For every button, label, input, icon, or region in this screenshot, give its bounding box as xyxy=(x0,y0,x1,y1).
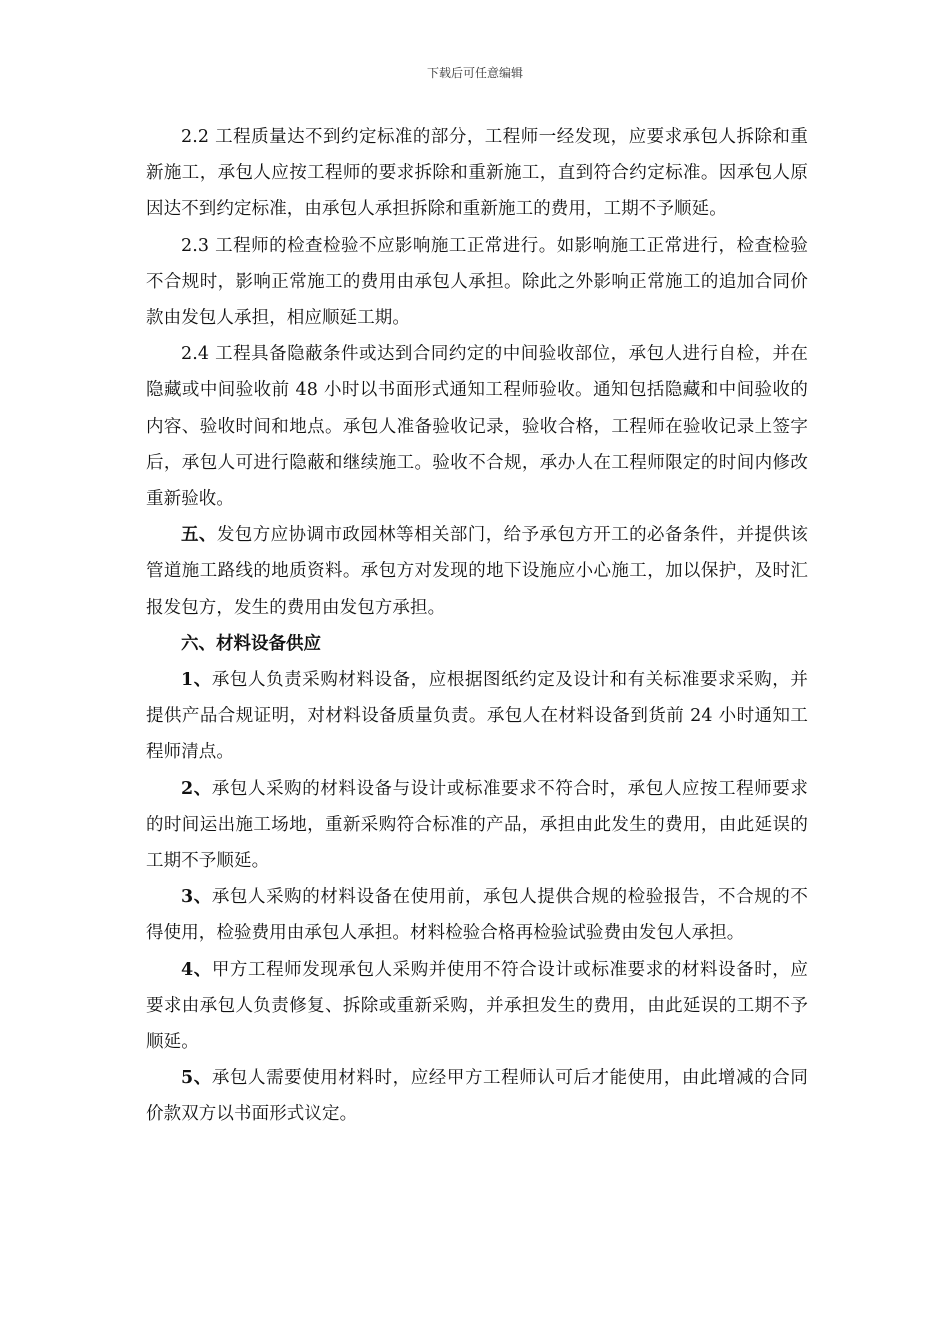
paragraph-6-3 xyxy=(146,879,808,951)
paragraph-text: 承包人采购的材料设备在使用前，承包人提供合规的检验报告，不合规的不得使用，检验费用由承包人承担。材料检验合格再检验试验费由发包人承担。 xyxy=(146,887,808,944)
paragraph-6-2 xyxy=(146,771,808,880)
page-header: 下载后可任意编辑 xyxy=(426,66,523,80)
paragraph-lead: 五、 xyxy=(181,525,217,546)
paragraph-6-1 xyxy=(146,662,808,771)
paragraph-lead: 5、 xyxy=(181,1068,212,1089)
paragraph-2-4 xyxy=(146,336,808,517)
paragraph-text: 承包人需要使用材料时，应经甲方工程师认可后才能使用，由此增减的合同价款双方以书面形式议定。 xyxy=(146,1068,808,1125)
paragraph-text: 发包方应协调市政园林等相关部门，给予承包方开工的必备条件，并提供该管道施工路线的地质资料。承包方对发现的地下设施应小心施工，加以保护，及时汇报发包方，发生的费用由发包方承担。 xyxy=(146,525,808,618)
paragraph-lead: 4、 xyxy=(181,959,212,980)
paragraph-text: 2.4 工程具备隐蔽条件或达到合同约定的中间验收部位，承包人进行自检，并在隐藏或中间验收前 48 小时以书面形式通知工程师验收。通知包括隐藏和中间验收的内容、验收时间和地点。承包人准备验收记录，验收合格，工程师在验收记录上签字后，承包人可进行隐蔽和继续施工。验收不合规，承办人在工程师限定的时间内修改重新验收。 xyxy=(146,344,808,510)
paragraph-text: 承包人采购的材料设备与设计或标准要求不符合时，承包人应按工程师要求的时间运出施工场地，重新采购符合标准的产品，承担由此发生的费用，由此延误的工期不予顺延。 xyxy=(146,778,808,872)
paragraph-text: 2.3 工程师的检查检验不应影响施工正常进行。如影响施工正常进行，检查检验不合规时，影响正常施工的费用由承包人承担。除此之外影响正常施工的追加合同价款由发包人承担，相应顺延工期。 xyxy=(146,235,808,329)
paragraph-2-3 xyxy=(146,228,808,337)
paragraph-text: 承包人负责采购材料设备，应根据图纸约定及设计和有关标准要求采购，并提供产品合规证明，对材料设备质量负责。承包人在材料设备到货前 24 小时通知工程师清点。 xyxy=(146,670,808,763)
section-heading-6: 六、材料设备供应 xyxy=(181,633,321,654)
paragraph-6-4 xyxy=(146,952,808,1061)
paragraph-text: 甲方工程师发现承包人采购并使用不符合设计或标准要求的材料设备时，应要求由承包人负责修复、拆除或重新采购，并承担发生的费用，由此延误的工期不予顺延。 xyxy=(146,959,808,1053)
document-body xyxy=(146,119,808,1133)
paragraph-6-5 xyxy=(146,1060,808,1132)
paragraph-lead: 2、 xyxy=(181,778,212,799)
paragraph-text: 2.2 工程质量达不到约定标准的部分，工程师一经发现，应要求承包人拆除和重新施工，承包人应按工程师的要求拆除和重新施工，直到符合约定标准。因承包人原因达不到约定标准，由承包人承担拆除和重新施工的费用，工期不予顺延。 xyxy=(146,127,808,220)
paragraph-lead: 3、 xyxy=(181,887,212,908)
paragraph-5 xyxy=(146,517,808,626)
paragraph-lead: 1、 xyxy=(181,670,212,691)
paragraph-2-2 xyxy=(146,119,808,228)
